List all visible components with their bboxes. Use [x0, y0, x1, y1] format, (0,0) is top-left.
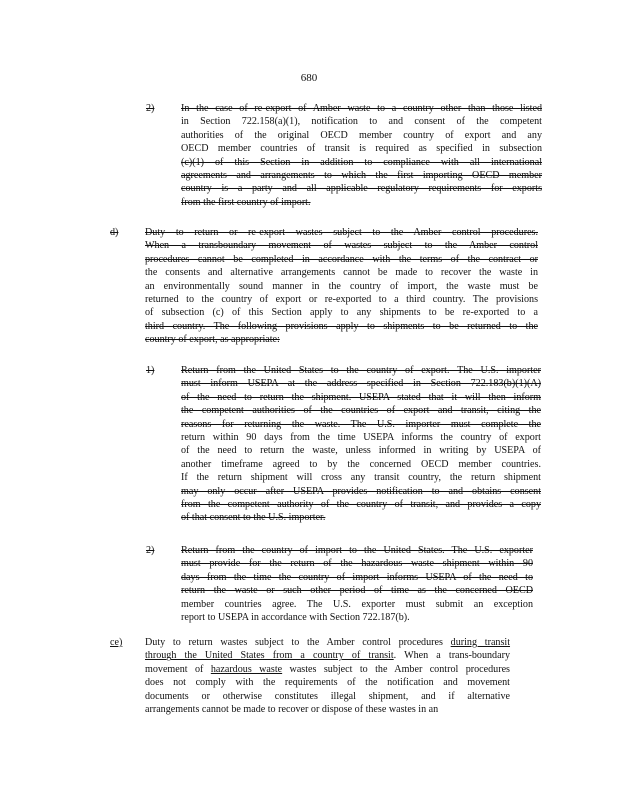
text-run: authorities of the original OECD member country of export and any	[181, 129, 542, 141]
text-run: during transit	[450, 637, 511, 648]
text-run: in Section 722.158(a)(1), notification to and consent of the competent	[181, 116, 542, 128]
text-line	[181, 377, 541, 390]
item-text	[181, 364, 541, 525]
text-run: an environmentally sound manner in the country of import, the waste must be	[145, 280, 538, 292]
text-run: (c)(1) of this Section in addition to compliance with all international	[181, 156, 542, 168]
item-text	[145, 226, 538, 347]
text-line	[181, 391, 541, 404]
text-run: report to USEPA in accordance with Section 722.187(b).	[181, 612, 410, 624]
text-line	[145, 676, 510, 689]
text-line	[181, 364, 541, 377]
text-run: of the need to return the shipment. USEPA stated that it will then inform	[181, 391, 541, 403]
text-run: does not comply with the requirements of the notification and movement	[145, 677, 510, 689]
text-run: may only occur after USEPA provides notification to and obtains consent	[181, 485, 541, 497]
text-run: wastes subject to the Amber control procedures	[282, 663, 510, 675]
text-run: the consents and alternative arrangements cannot be made to recover the waste in	[145, 267, 538, 279]
text-run: OECD member countries of transit is required as specified in subsection	[181, 143, 542, 155]
text-line	[181, 196, 542, 209]
text-run: Duty to return wastes subject to the Amber control procedures	[145, 637, 451, 648]
item-text	[145, 636, 510, 716]
text-line	[181, 544, 533, 557]
text-run: of the need to return the waste, unless informed in writing by USEPA of	[181, 445, 541, 457]
text-line	[181, 431, 541, 444]
text-line	[181, 404, 541, 417]
text-line	[145, 636, 510, 649]
text-run: In the case of re-export of Amber waste to a country other than those listed	[181, 103, 542, 114]
text-run: from the first country of import.	[181, 196, 311, 208]
text-run: another timeframe agreed to by the concerned OECD member countries.	[181, 458, 541, 470]
text-run: procedures cannot be completed in accordance with the terms of the contract or	[145, 253, 538, 265]
item-marker: d)	[110, 227, 119, 238]
item-marker: 2)	[146, 545, 155, 556]
text-run: must inform USEPA at the address specified in Section 722.183(b)(1)(A)	[181, 378, 541, 390]
text-line	[145, 306, 538, 319]
text-line	[181, 156, 542, 169]
text-run: return within 90 days from the time USEPA informs the country of export	[181, 432, 541, 444]
text-line	[181, 458, 541, 471]
text-run: returned to the country of export or re-exported to a third country. The provisions	[145, 294, 538, 306]
text-line	[145, 690, 510, 703]
text-line	[181, 444, 541, 457]
text-line	[181, 142, 542, 155]
text-line	[181, 102, 542, 115]
item-marker: 1)	[146, 365, 155, 376]
text-run: . When a trans-boundary	[393, 650, 510, 662]
text-line	[145, 226, 538, 239]
text-line	[145, 239, 538, 252]
text-run: must provide for the return of the hazardous waste shipment within 90	[181, 558, 533, 570]
text-line	[145, 663, 510, 676]
text-line	[181, 129, 542, 142]
item-marker: 2)	[146, 103, 155, 114]
text-run: documents or otherwise constitutes illegal shipment, and if alternative	[145, 690, 510, 702]
text-run: Duty to return or re-export wastes subject to the Amber control procedures.	[145, 227, 538, 238]
text-run: the competent authorities of the countries of export and transit, citing the	[181, 405, 541, 417]
item-text	[181, 544, 533, 624]
text-line	[145, 333, 538, 346]
text-run: through the United States from a country of transit	[145, 650, 394, 662]
item-marker: ce)	[110, 637, 123, 648]
text-run: country is a party and all applicable regulatory requirements for exports	[181, 183, 542, 195]
text-line	[181, 182, 542, 195]
text-run: of that consent to the U.S. importer.	[181, 512, 326, 524]
page-number: 680	[300, 72, 318, 84]
text-run: Return from the country of import to the United States. The U.S. exporter	[181, 545, 533, 556]
text-line	[181, 471, 541, 484]
text-run: of subsection (c) of this Section apply to any shipments to be re-exported to a	[145, 307, 538, 319]
text-line	[181, 485, 541, 498]
text-run: movement of	[145, 663, 211, 675]
text-run: third country. The following provisions apply to shipments to be returned to the	[145, 320, 538, 332]
text-line	[181, 584, 533, 597]
text-run: member countries agree. The U.S. exporter must submit an exception	[181, 598, 533, 610]
text-run: country of export, as appropriate:	[145, 334, 280, 346]
text-line	[181, 557, 533, 570]
text-line	[145, 320, 538, 333]
text-line	[181, 418, 541, 431]
text-line	[181, 115, 542, 128]
text-line	[181, 498, 541, 511]
text-run: agreements and arrangements to which the first importing OECD member	[181, 170, 542, 182]
text-run: from the competent authority of the country of transit, and provides a copy	[181, 499, 541, 511]
text-run: days from the time the country of import informs USEPA of the need to	[181, 571, 533, 583]
text-run: return the waste or such other period of time as the concerned OECD	[181, 585, 533, 597]
text-run: hazardous waste	[210, 663, 283, 675]
text-run: If the return shipment will cross any transit country, the return shipment	[181, 472, 541, 484]
item-text	[181, 102, 542, 209]
text-run: arrangements cannot be made to recover or dispose of these wastes in an	[145, 704, 439, 716]
text-line	[181, 571, 533, 584]
text-run: Return from the United States to the country of export. The U.S. importer	[181, 365, 541, 376]
text-run: reasons for returning the waste. The U.S. importer must complete the	[181, 418, 541, 430]
text-line	[181, 611, 533, 624]
text-line	[181, 511, 541, 524]
text-run: When a transboundary movement of wastes subject to the Amber control	[145, 240, 538, 252]
text-line	[145, 703, 510, 716]
text-line	[145, 266, 538, 279]
text-line	[145, 293, 538, 306]
text-line	[181, 598, 533, 611]
text-line	[145, 253, 538, 266]
text-line	[181, 169, 542, 182]
text-line	[145, 280, 538, 293]
text-line	[145, 649, 510, 662]
